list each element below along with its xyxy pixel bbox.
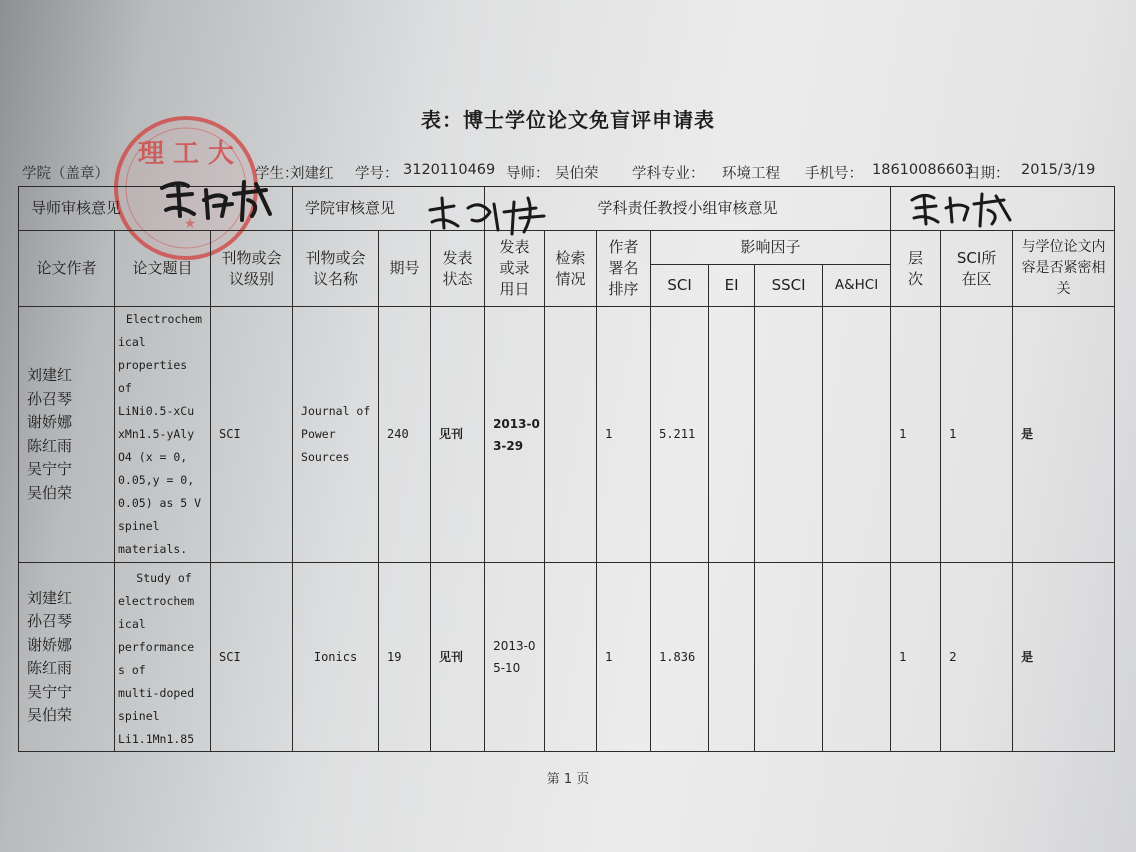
paper-title-line: materials. <box>118 542 188 556</box>
paper-title-line: multi-doped <box>118 686 195 700</box>
status-cell: 见刊 <box>431 563 485 752</box>
paper-title-line: Study of <box>136 571 192 585</box>
col-date-header: 发表或录用日 <box>485 231 545 307</box>
paper-title-line: of <box>118 381 132 395</box>
advisor-signature <box>148 170 288 232</box>
author-name: 吴宁宁 <box>27 682 73 701</box>
author-name: 吴伯荣 <box>27 483 73 502</box>
journal-name-line: Power <box>301 427 336 441</box>
author-name: 陈红雨 <box>27 659 73 677</box>
journal-name-cell <box>293 563 379 752</box>
impact-factor-header: 影响因子 <box>651 231 891 265</box>
paper-title-line: LiNi0.5-xCu <box>118 404 195 418</box>
svg-text:★: ★ <box>183 216 197 232</box>
paper-title-line: properties <box>118 358 188 372</box>
ssci-factor-cell <box>755 307 823 563</box>
ei-factor-cell <box>709 563 755 752</box>
journal-name-line: Journal of <box>301 404 371 418</box>
author-name: 谢娇娜 <box>27 413 73 431</box>
page-number: 第 1 页 <box>546 772 590 787</box>
paper-title-line: electrochem <box>118 594 195 608</box>
col-rank-header: 作者署名排序 <box>597 231 651 307</box>
pub-date-cell <box>485 307 545 563</box>
college-label: 学院（盖章） <box>22 166 109 182</box>
paper-title-line: performance <box>118 640 195 654</box>
paper-title-cell <box>115 563 211 752</box>
author-rank-cell: 1 <box>597 307 651 563</box>
paper-title-line: ical <box>118 335 146 349</box>
paper-title-line: 0.05) as 5 V <box>118 496 202 510</box>
paper-title-line: spinel <box>118 709 160 723</box>
paper-title-line: Li1.1Mn1.85 <box>118 732 195 746</box>
pub-date-line: 3-29 <box>493 438 524 453</box>
college-opinion-label: 学院审核意见 <box>305 199 396 217</box>
application-table <box>18 186 1115 752</box>
advisor-label: 导师： <box>506 166 550 182</box>
paper-title-line: Electrochem <box>125 312 203 326</box>
author-name: 陈红雨 <box>27 436 73 455</box>
journal-name-cell <box>293 307 379 563</box>
status-cell: 见刊 <box>431 307 485 563</box>
journal-name-line: Sources <box>301 450 350 464</box>
col-journal-header: 刊物或会议名称 <box>293 231 379 307</box>
author-name: 刘建红 <box>27 588 73 607</box>
student-id-label: 学号： <box>355 166 399 182</box>
table-row <box>19 307 1115 563</box>
paper-title-line: xMn1.5-yAly <box>118 427 195 441</box>
committee-opinion-label: 学科责任教授小组审核意见 <box>597 199 778 217</box>
col-relevance-header: 与学位论文内容是否紧密相关 <box>1013 231 1115 307</box>
issue-cell: 19 <box>379 563 431 752</box>
ahci-factor-cell <box>823 563 891 752</box>
col-ei-header: EI <box>709 265 755 307</box>
author-name: 孙召琴 <box>27 389 73 408</box>
pub-date-line: 5-10 <box>493 661 521 675</box>
svg-text:理 工 大: 理 工 大 <box>137 139 235 169</box>
paper-title-line: O4 (x = 0, <box>118 450 188 464</box>
author-name: 孙召琴 <box>27 612 73 630</box>
col-author-header: 论文作者 <box>19 231 115 307</box>
author-name: 刘建红 <box>27 366 73 384</box>
col-tier-header: 层次 <box>891 231 941 307</box>
sci-factor-cell: 5.211 <box>651 307 709 563</box>
student-label: 学生： <box>255 166 299 182</box>
col-level-header: 刊物或会议级别 <box>211 231 293 307</box>
paper-title-line: spinel <box>118 519 160 533</box>
pub-date-cell <box>485 563 545 752</box>
paper-title-line: s of <box>118 663 146 677</box>
major: 环境工程 <box>722 166 780 182</box>
author-name: 吴伯荣 <box>27 706 73 724</box>
tier-cell: 1 <box>891 563 941 752</box>
pub-date-line: 2013-0 <box>493 639 536 653</box>
col-issue-header: 期号 <box>379 231 431 307</box>
phone: 18610086603 <box>872 162 974 178</box>
ssci-factor-cell <box>755 563 823 752</box>
sci-zone-cell: 1 <box>941 307 1013 563</box>
paper-title-cell <box>115 307 211 563</box>
college-signature <box>424 190 564 240</box>
authors-cell <box>19 563 115 752</box>
header-row-1 <box>19 231 1115 265</box>
phone-label: 手机号： <box>805 166 863 182</box>
ei-factor-cell <box>709 307 755 563</box>
author-name: 吴宁宁 <box>27 460 73 478</box>
paper-title-line: 0.05,y = 0, <box>118 473 195 487</box>
tier-cell: 1 <box>891 307 941 563</box>
date: 2015/3/19 <box>1021 162 1096 178</box>
student-id: 3120110469 <box>403 162 496 178</box>
relevance-cell: 是 <box>1013 563 1115 752</box>
ahci-factor-cell <box>823 307 891 563</box>
committee-signature <box>904 186 1024 230</box>
authors-cell <box>19 307 115 563</box>
advisor-opinion-label: 导师审核意见 <box>31 199 122 217</box>
table-row <box>19 563 1115 752</box>
relevance-cell: 是 <box>1013 307 1115 563</box>
sci-factor-cell: 1.836 <box>651 563 709 752</box>
paper-title-line: ical <box>118 617 146 631</box>
col-ahci-header: A&HCI <box>823 265 891 307</box>
major-label: 学科专业： <box>632 166 705 182</box>
col-ssci-header: SSCI <box>755 265 823 307</box>
col-status-header: 发表状态 <box>431 231 485 307</box>
page-title: 表：博士学位论文免盲评申请表 <box>421 108 715 132</box>
journal-level-cell: SCI <box>211 307 293 563</box>
pub-date-line: 2013-0 <box>493 416 540 431</box>
journal-name-line: Ionics <box>313 649 358 664</box>
student-name: 刘建红 <box>290 166 334 182</box>
issue-cell: 240 <box>379 307 431 563</box>
author-name: 谢娇娜 <box>27 635 73 654</box>
date-label: 日期： <box>966 166 1010 182</box>
col-zone-header: SCI所在区 <box>941 231 1013 307</box>
journal-level-cell: SCI <box>211 563 293 752</box>
col-sci-header: SCI <box>651 265 709 307</box>
sci-zone-cell: 2 <box>941 563 1013 752</box>
advisor-name: 吴伯荣 <box>555 166 599 182</box>
indexing-cell <box>545 307 597 563</box>
col-title-header: 论文题目 <box>115 231 211 307</box>
col-indexing-header: 检索情况 <box>545 231 597 307</box>
author-rank-cell: 1 <box>597 563 651 752</box>
indexing-cell <box>545 563 597 752</box>
